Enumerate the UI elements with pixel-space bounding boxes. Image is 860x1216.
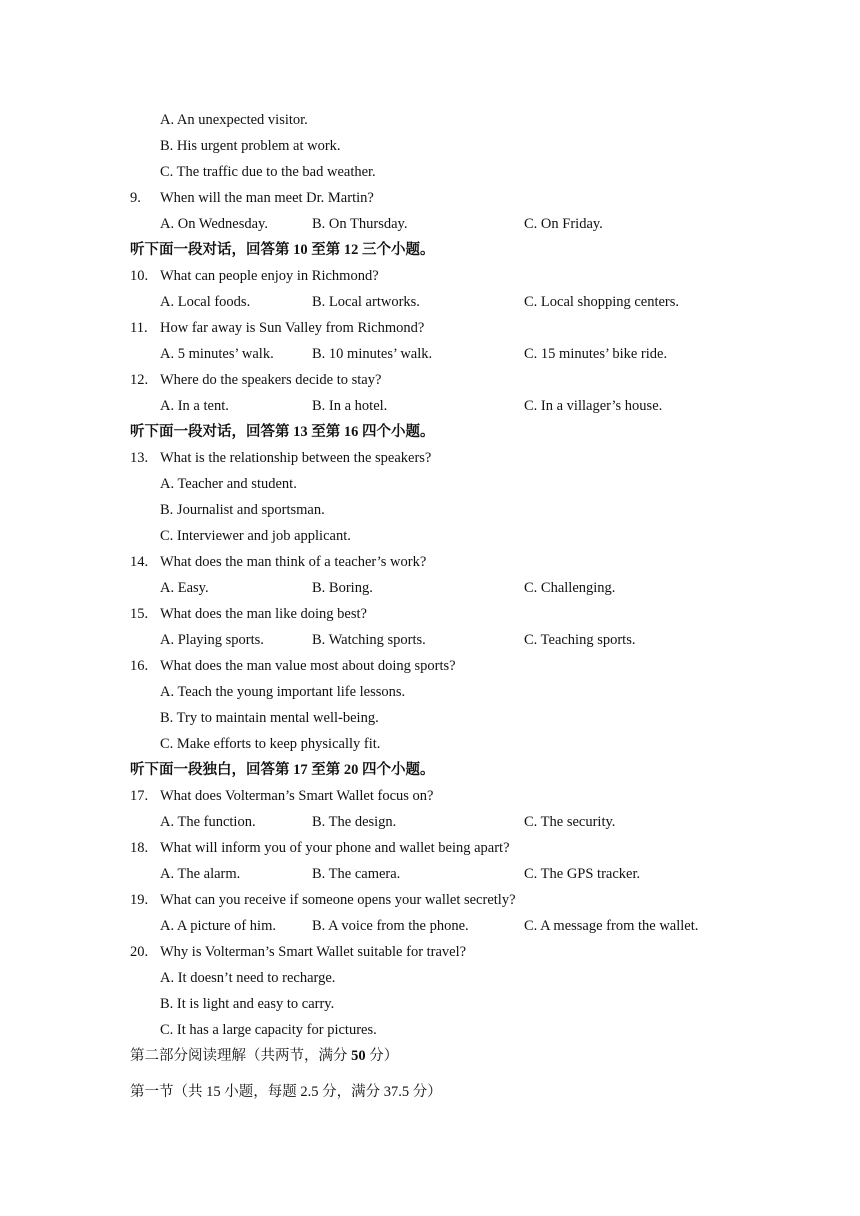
question-number: 18. xyxy=(130,840,149,856)
option-b: B. Try to maintain mental well-being. xyxy=(160,710,379,726)
section-1-text: 第一节（共 15 小题，每题 2.5 分，满分 37.5 分） xyxy=(130,1084,442,1100)
option-b: B. Journalist and sportsman. xyxy=(160,502,325,518)
option-b: B. A voice from the phone. xyxy=(312,918,469,934)
option-a: A. Teach the young important life lessons. xyxy=(160,684,406,700)
question-number: 13. xyxy=(130,450,149,466)
option-c: C. On Friday. xyxy=(524,216,603,232)
option-c: C. Challenging. xyxy=(524,580,616,596)
option-b: B. On Thursday. xyxy=(312,216,408,232)
option-a: A. 5 minutes’ walk. xyxy=(160,346,274,362)
option-c: C. Local shopping centers. xyxy=(524,294,680,310)
option-b: B. It is light and easy to carry. xyxy=(160,996,335,1012)
option-b: B. 10 minutes’ walk. xyxy=(312,346,433,362)
option-a: A. It doesn’t need to recharge. xyxy=(160,970,336,986)
question-number: 15. xyxy=(130,606,149,622)
part-2-text xyxy=(130,1046,398,1066)
header-text: 听下面一段独白，回答第 17 至第 20 四个小题。 xyxy=(130,762,435,778)
part-2-prefix: 第二部分阅读理解（共两节，满分 xyxy=(130,1048,352,1064)
option-c: C. 15 minutes’ bike ride. xyxy=(524,346,668,362)
option-b: B. His urgent problem at work. xyxy=(160,138,341,154)
option-b: B. Boring. xyxy=(312,580,373,596)
option-a: A. An unexpected visitor. xyxy=(160,112,308,128)
question-number: 11. xyxy=(130,320,148,336)
option-a: A. Easy. xyxy=(160,580,209,596)
option-b: B. The design. xyxy=(312,814,397,830)
option-c: C. It has a large capacity for pictures. xyxy=(160,1022,377,1038)
option-a: A. Teacher and student. xyxy=(160,476,297,492)
option-b: B. The camera. xyxy=(312,866,401,882)
question-text: When will the man meet Dr. Martin? xyxy=(160,190,374,206)
question-text: Why is Volterman’s Smart Wallet suitable for travel? xyxy=(160,944,467,960)
question-text: What can people enjoy in Richmond? xyxy=(160,268,379,284)
option-c: C. The security. xyxy=(524,814,616,830)
option-c: C. The traffic due to the bad weather. xyxy=(160,164,376,180)
option-c: C. Interviewer and job applicant. xyxy=(160,528,351,544)
option-a: A. Playing sports. xyxy=(160,632,264,648)
question-text: What will inform you of your phone and wallet being apart? xyxy=(160,840,510,856)
question-text: What can you receive if someone opens your wallet secretly? xyxy=(160,892,516,908)
option-b: B. Watching sports. xyxy=(312,632,426,648)
question-text: What does Volterman’s Smart Wallet focus on? xyxy=(160,788,434,804)
option-a: A. On Wednesday. xyxy=(160,216,268,232)
question-number: 16. xyxy=(130,658,149,674)
option-a: A. The function. xyxy=(160,814,256,830)
option-c: C. The GPS tracker. xyxy=(524,866,641,882)
question-number: 10. xyxy=(130,268,149,284)
question-number: 12. xyxy=(130,372,149,388)
option-a: A. The alarm. xyxy=(160,866,241,882)
question-text: Where do the speakers decide to stay? xyxy=(160,372,382,388)
part-2-score: 50 xyxy=(351,1048,366,1064)
option-b: B. Local artworks. xyxy=(312,294,420,310)
question-text: What does the man value most about doing sports? xyxy=(160,658,456,674)
question-number: 9. xyxy=(130,190,141,206)
option-a: A. In a tent. xyxy=(160,398,229,414)
header-text: 听下面一段对话，回答第 10 至第 12 三个小题。 xyxy=(130,242,435,258)
question-number: 17. xyxy=(130,788,149,804)
option-a: A. A picture of him. xyxy=(160,918,276,934)
option-a: A. Local foods. xyxy=(160,294,251,310)
option-c: C. Teaching sports. xyxy=(524,632,636,648)
option-b: B. In a hotel. xyxy=(312,398,388,414)
option-c: C. In a villager’s house. xyxy=(524,398,663,414)
question-number: 14. xyxy=(130,554,149,570)
header-text: 听下面一段对话，回答第 13 至第 16 四个小题。 xyxy=(130,424,435,440)
question-number: 20. xyxy=(130,944,149,960)
question-text: What does the man think of a teacher’s work? xyxy=(160,554,427,570)
question-text: What does the man like doing best? xyxy=(160,606,367,622)
question-number: 19. xyxy=(130,892,149,908)
question-text: How far away is Sun Valley from Richmond? xyxy=(160,320,425,336)
question-text: What is the relationship between the speakers? xyxy=(160,450,432,466)
option-c: C. A message from the wallet. xyxy=(524,918,699,934)
option-c: C. Make efforts to keep physically fit. xyxy=(160,736,381,752)
part-2-suffix: 分） xyxy=(365,1048,399,1064)
